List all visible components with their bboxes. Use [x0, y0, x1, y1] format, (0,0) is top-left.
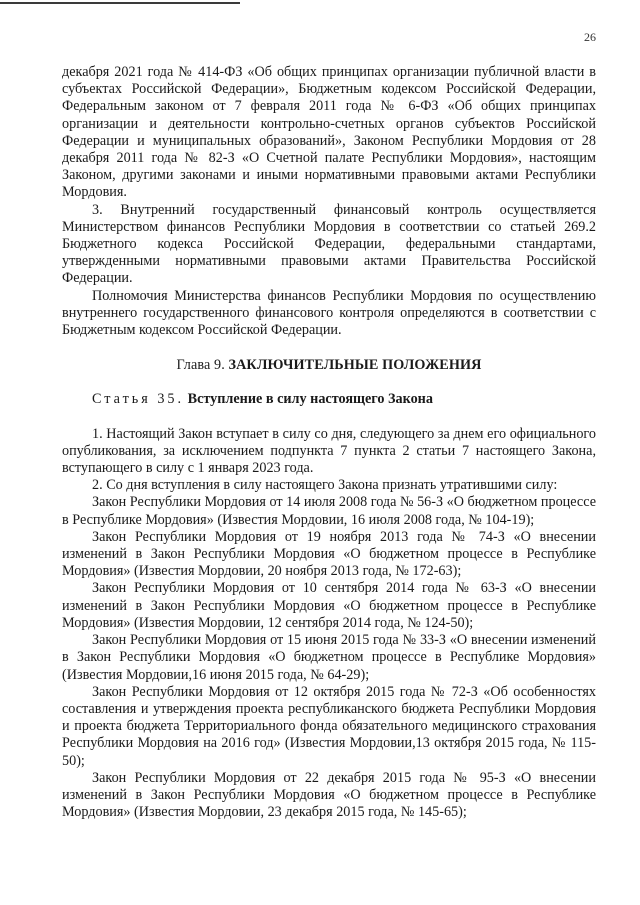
- list-item: Закон Республики Мордовия от 19 ноября 2013 года № 74-З «О внесении изменений в Закон Республики Мордовия «О бюджетном процессе в Республике Мордовия» (Известия Мордовии, 20 ноября 2013 года, № 172-63);: [62, 528, 596, 580]
- article-prefix: Статья 35.: [92, 391, 185, 408]
- document-body: [62, 64, 596, 821]
- list-item: Закон Республики Мордовия от 12 октября 2015 года № 72-З «Об особенностях составления и утверждения проекта республиканского бюджета Республики Мордовия и проекта бюджета Территориального фонда обязательного медицинского страхования Республики Мордовия на 2016 год» (Известия Мордовии,13 октября 2015 года, № 115-50);: [62, 683, 596, 769]
- scan-edge-line: [0, 2, 240, 4]
- chapter-heading: [62, 357, 596, 374]
- list-item: Закон Республики Мордовия от 10 сентября 2014 года № 63-З «О внесении изменений в Закон Республики Мордовия «О бюджетном процессе в Республике Мордовия» (Известия Мордовии, 12 сентября 2014 года, № 124-50);: [62, 580, 596, 631]
- page-number: 26: [584, 30, 596, 44]
- list-item: Закон Республики Мордовия от 22 декабря 2015 года № 95-З «О внесении изменений в Закон Республики Мордовия «О бюджетном процессе в Республике Мордовия» (Известия Мордовии, 23 декабря 2015 года, № 145-65);: [62, 769, 596, 821]
- paragraph: 3. Внутренний государственный финансовый контроль осуществляется Министерством финансов Республики Мордовия в соответствии со статьей 269.2 Бюджетного кодекса Российской Федерации, федеральными стандартами, утвержденными нормативными правовыми актами Правительства Российской Федерации.: [62, 201, 596, 287]
- paragraph: декабря 2021 года № 414-ФЗ «Об общих принципах организации публичной власти в субъектах Российской Федерации», Бюджетным кодексом Российской Федерации, Федеральным законом от 7 февраля 2011 года № 6-ФЗ «Об общих принципах организации и деятельности контрольно-счетных органов субъектов Российской Федерации и муниципальных образований», Законом Республики Мордовия от 28 декабря 2011 года № 82-З «О Счетной палате Республики Мордовия», настоящим Законом, другими законами и иными нормативными правовыми актами Республики Мордовия.: [62, 64, 596, 201]
- chapter-prefix: Глава 9.: [176, 357, 225, 374]
- paragraph: 1. Настоящий Закон вступает в силу со дня, следующего за днем его официального опубликования, за исключением подпункта 7 пункта 2 статьи 7 настоящего Закона, вступающего в силу с 1 января 2023 года.: [62, 425, 596, 477]
- list-item: Закон Республики Мордовия от 15 июня 2015 года № 33-З «О внесении изменений в Закон Республики Мордовия «О бюджетном процессе в Республике Мордовия» (Известия Мордовии,16 июня 2015 года, № 64-29);: [62, 632, 596, 683]
- chapter-title: ЗАКЛЮЧИТЕЛЬНЫЕ ПОЛОЖЕНИЯ: [228, 357, 482, 374]
- paragraph: 2. Со дня вступления в силу настоящего Закона признать утратившими силу:: [92, 477, 558, 494]
- article-title: Вступление в силу настоящего Закона: [187, 391, 433, 408]
- paragraph: Полномочия Министерства финансов Республики Мордовия по осуществлению внутреннего государственного финансового контроля определяются в соответствии с Бюджетным кодексом Российской Федерации.: [62, 287, 596, 339]
- article-heading: [62, 391, 596, 408]
- list-item: Закон Республики Мордовия от 14 июля 2008 года № 56-З «О бюджетном процессе в Республике Мордовия» (Известия Мордовии, 16 июля 2008 года, № 104-19);: [62, 494, 596, 528]
